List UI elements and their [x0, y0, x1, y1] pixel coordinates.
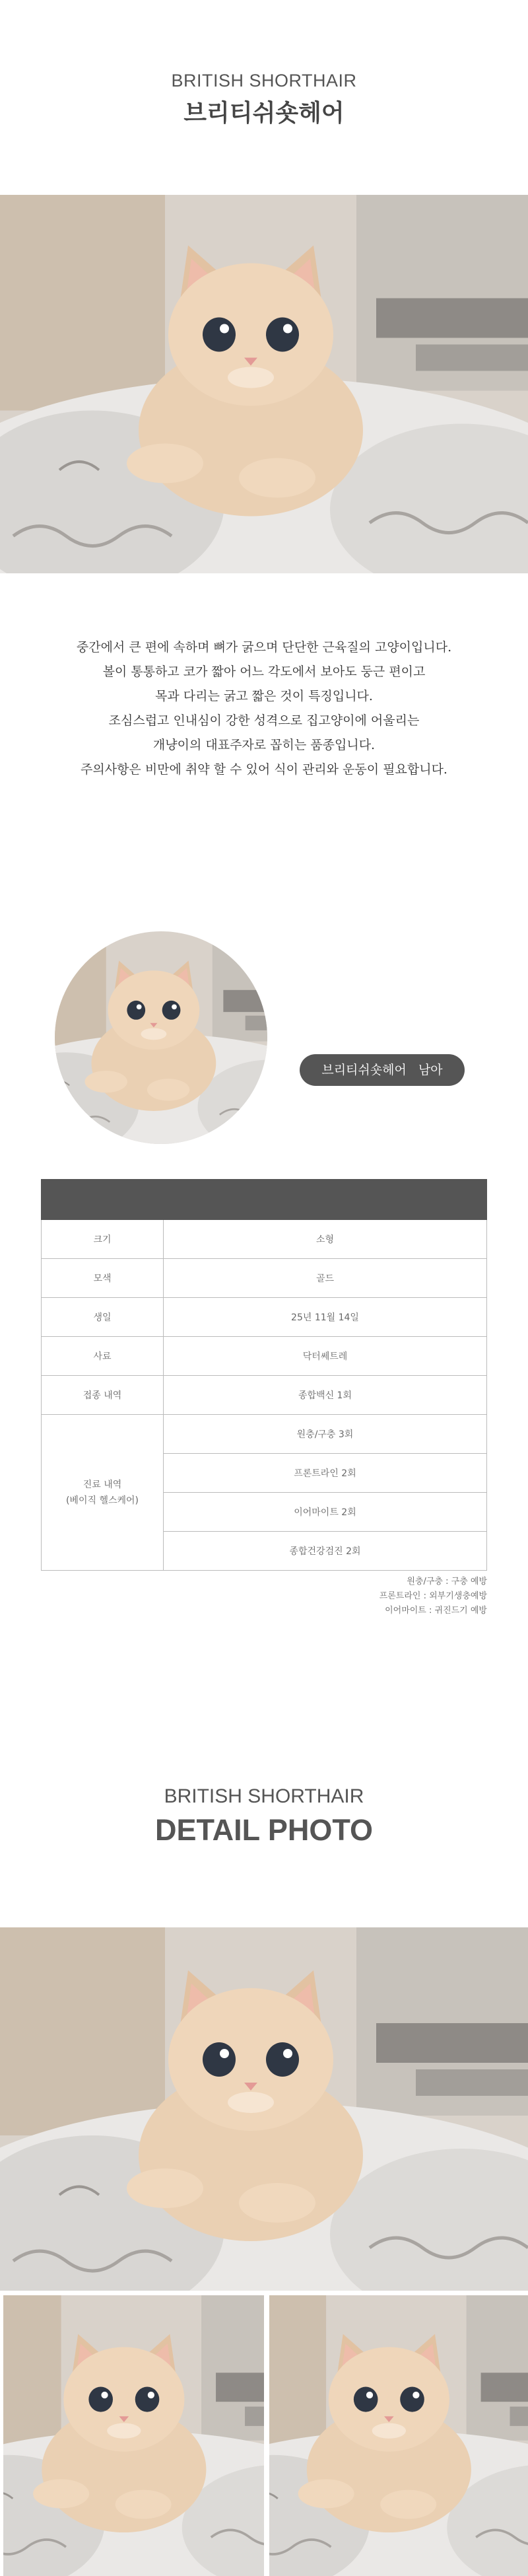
detail-subtitle-en: BRITISH SHORTHAIR: [164, 1785, 364, 1807]
row-value: 소형: [164, 1220, 487, 1259]
detail-title: DETAIL PHOTO: [154, 1813, 374, 1847]
row-label: 모색: [42, 1259, 164, 1298]
description-line: 중간에서 큰 편에 속하며 뼈가 굵으며 단단한 근육질의 고양이입니다.: [76, 640, 452, 655]
table-row: [42, 1298, 487, 1337]
table-row: [42, 1259, 487, 1298]
row-label: 접종 내역: [42, 1376, 164, 1415]
care-notes: [380, 1575, 487, 1618]
description-line: 조심스럽고 인내심이 강한 성격으로 집고양이에 어울리는: [108, 713, 420, 728]
kitten-photo: [55, 931, 267, 1144]
hero-kitten-photo: [0, 195, 528, 573]
care-value: 프론트라인 2회: [164, 1454, 487, 1493]
kitten-photo: [0, 195, 528, 573]
detail-photo-large: [0, 1927, 528, 2291]
description-line: 목과 다리는 굵고 짧은 것이 특징입니다.: [155, 689, 373, 703]
description-line: 볼이 통통하고 코가 짧아 어느 각도에서 보아도 둥근 편이고: [102, 664, 426, 679]
care-label-line2: (베이직 헬스케어): [65, 1495, 139, 1506]
row-value: 25년 11월 14일: [164, 1298, 487, 1337]
description-line: 주의사항은 비만에 취약 할 수 있어 식이 관리와 운동이 필요합니다.: [81, 762, 447, 777]
table-row: [42, 1220, 487, 1259]
note-line: 원충/구충 : 구충 예방: [407, 1577, 487, 1587]
kitten-photo: [3, 2295, 264, 2576]
kitten-photo: [269, 2295, 528, 2576]
row-value: 닥터쎄트레: [164, 1337, 487, 1376]
care-value: 종합건강검진 2회: [164, 1532, 487, 1571]
row-label: 사료: [42, 1337, 164, 1376]
detail-photo-right: [269, 2295, 528, 2576]
care-label: [42, 1415, 164, 1571]
care-value: 원충/구충 3회: [164, 1415, 487, 1454]
table-row: [42, 1415, 487, 1454]
note-line: 프론트라인 : 외부기생충예방: [379, 1591, 487, 1601]
profile-kitten-photo: [55, 931, 267, 1144]
name-badge: 브리티쉬숏헤어 남아: [300, 1054, 465, 1086]
table-header-row: [42, 1180, 487, 1220]
breed-subtitle-en: BRITISH SHORTHAIR: [171, 71, 357, 90]
breed-description: [0, 635, 528, 782]
table-row: [42, 1376, 487, 1415]
info-table: [41, 1179, 487, 1571]
breed-title-ko: 브리티쉬숏헤어: [183, 100, 345, 127]
row-value: 골드: [164, 1259, 487, 1298]
table-row: [42, 1337, 487, 1376]
row-label: 크기: [42, 1220, 164, 1259]
row-value: 종합백신 1회: [164, 1376, 487, 1415]
description-line: 개냥이의 대표주자로 꼽히는 품종입니다.: [152, 738, 376, 752]
care-value: 이어마이트 2회: [164, 1493, 487, 1532]
kitten-photo: [0, 1927, 528, 2291]
care-label-line1: 진료 내역: [82, 1479, 122, 1490]
detail-photo-left: [3, 2295, 264, 2576]
note-line: 이어마이트 : 귀진드기 예방: [385, 1606, 487, 1616]
row-label: 생일: [42, 1298, 164, 1337]
